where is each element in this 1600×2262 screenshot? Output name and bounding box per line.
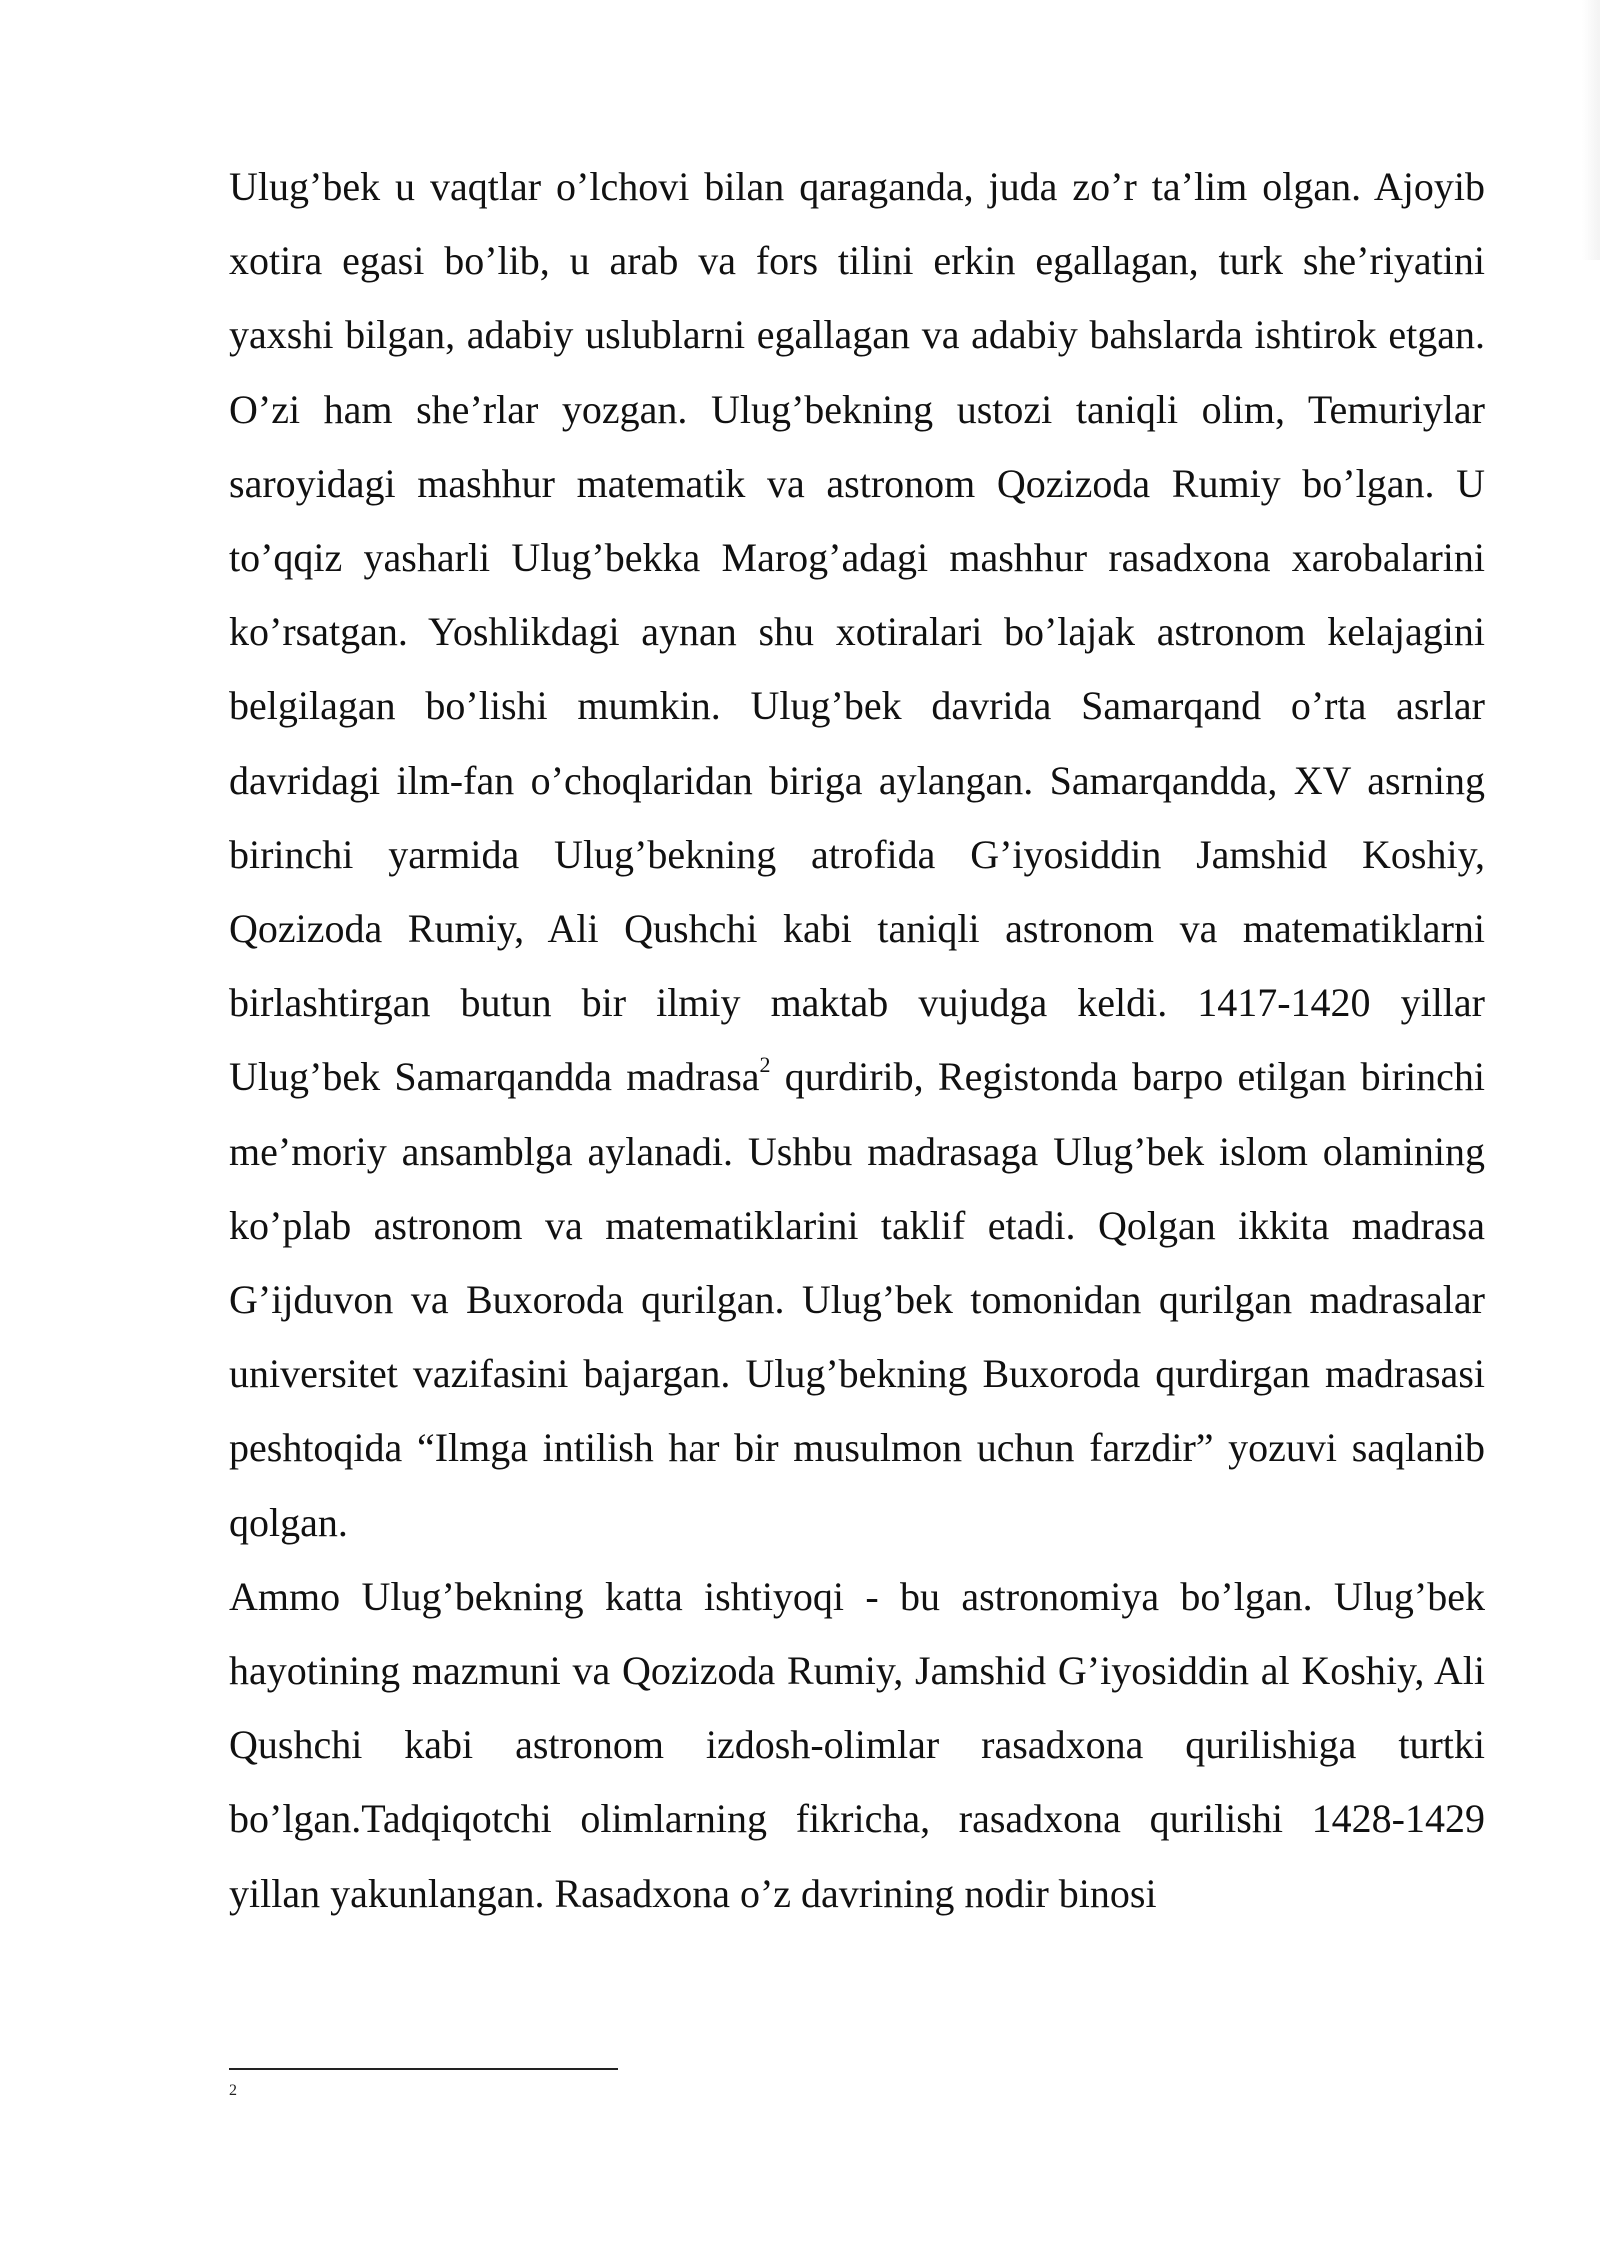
footnote-separator (229, 2068, 618, 2070)
paragraph-ulugbek-education (229, 150, 1485, 1560)
footnote-reference[interactable]: 2 (759, 1052, 771, 1078)
paragraph-2-text: Ammo Ulug’bekning katta ishtiyoqi - bu astronomiya bo’lgan. Ulug’bek hayotining mazmuni va Qozizoda Rumiy, Jamshid G’iyosiddin al Koshiy, Ali Qushchi kabi astronom izdosh-olimlar rasadxona qurilishiga turtki bo’lgan.Tadqiqotchi olimlarning fikricha, rasadxona qurilishi 1428-1429 yillan yakunlangan. Rasadxona o’z davrining nodir binosi (229, 1573, 1485, 1916)
footnote-number: 2 (229, 2082, 237, 2099)
paragraph-1-text-after-note: qurdirib, Registonda barpo etilgan birinchi me’moriy ansamblga aylanadi. Ushbu madrasaga Ulug’bek islom olamining ko’plab astronom va matematiklarini taklif etadi. Qolgan ikkita madrasa G’ijduvon va Buxoroda qurilgan. Ulug’bek tomonidan qurilgan madrasalar universitet vazifasini bajargan. Ulug’bekning Buxoroda qurdirgan madrasasi peshtoqida “Ilmga intilish har bir musulmon uchun farzdir” yozuvi saqlanib qolgan. (229, 1054, 1486, 1545)
page-edge-shadow (1582, 0, 1600, 260)
paragraph-1-text-before-note: Ulug’bek u vaqtlar o’lchovi bilan qaraganda, juda zo’r ta’lim olgan. Ajoyib xotira egasi bo’lib, u arab va fors tilini erkin egallagan, turk she’riyatini yaxshi bilgan, adabiy uslublarni egallagan va adabiy bahslarda ishtirok etgan. O’zi ham she’rlar yozgan. Ulug’bekning ustozi taniqli olim, Temuriylar saroyidagi mashhur matematik va astronom Qozizoda Rumiy bo’lgan. U to’qqiz yasharli Ulug’bekka Marog’adagi mashhur rasadxona xarobalarini ko’rsatgan. Yoshlikdagi aynan shu xotiralari bo’lajak astronom kelajagini belgilagan bo’lishi mumkin. Ulug’bek davrida Samarqand o’rta asrlar davridagi ilm-fan o’choqlaridan biriga aylangan. Samarqandda, XV asrning birinchi yarmida Ulug’bekning atrofida G’iyosiddin Jamshid Koshiy, Qozizoda Rumiy, Ali Qushchi kabi taniqli astronom va matematiklarni birlashtirgan butun bir ilmiy maktab vujudga keldi. 1417-1420 yillar Ulug’bek Samarqandda madrasa (229, 164, 1485, 1100)
body-text (229, 150, 1485, 1931)
paragraph-astronomy (229, 1560, 1485, 1931)
